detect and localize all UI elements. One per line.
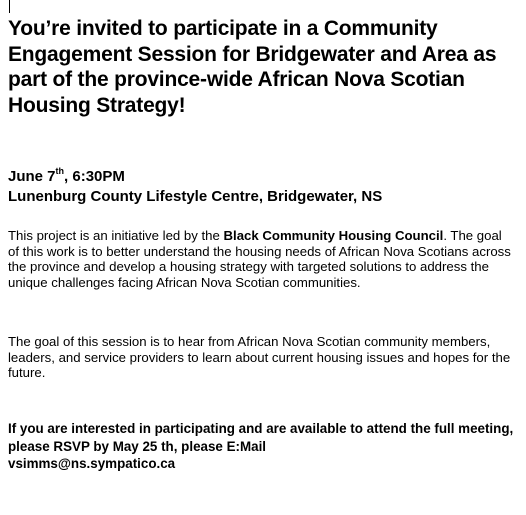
project-description — [8, 228, 513, 290]
organization-name: Black Community Housing Council — [223, 228, 444, 243]
event-time: , 6:30PM — [64, 168, 125, 185]
event-date-time — [8, 167, 520, 187]
text-cursor — [9, 0, 10, 13]
event-details — [8, 167, 520, 207]
event-location: Lunenburg County Lifestyle Centre, Bridgewater, NS — [8, 188, 383, 205]
project-description-lead: This project is an initiative led by the — [8, 228, 224, 243]
rsvp-text: If you are interested in participating and are available to attend the full meeting, please RSVP by May 25 th, please E:Mail — [8, 421, 514, 454]
event-date: June 7 — [8, 168, 56, 185]
invitation-headline: You’re invited to participate in a Community Engagement Session for Bridgewater and Area as part of the province-wide African Nova Scotian Housing Strategy! — [8, 17, 497, 117]
event-date-ordinal: th — [55, 166, 65, 176]
rsvp-email: vsimms@ns.sympatico.ca — [8, 456, 176, 471]
session-goal: The goal of this session is to hear from African Nova Scotian community members, leaders, and service providers to learn about current housing issues and hopes for the future. — [8, 334, 511, 381]
project-description-rest: . The goal of this work is to better understand the housing needs of African Nova Scotians across the province and develop a housing strategy with targeted solutions to address the unique challenges facing African Nova Scotian communities. — [8, 228, 511, 290]
rsvp-section — [8, 420, 520, 473]
